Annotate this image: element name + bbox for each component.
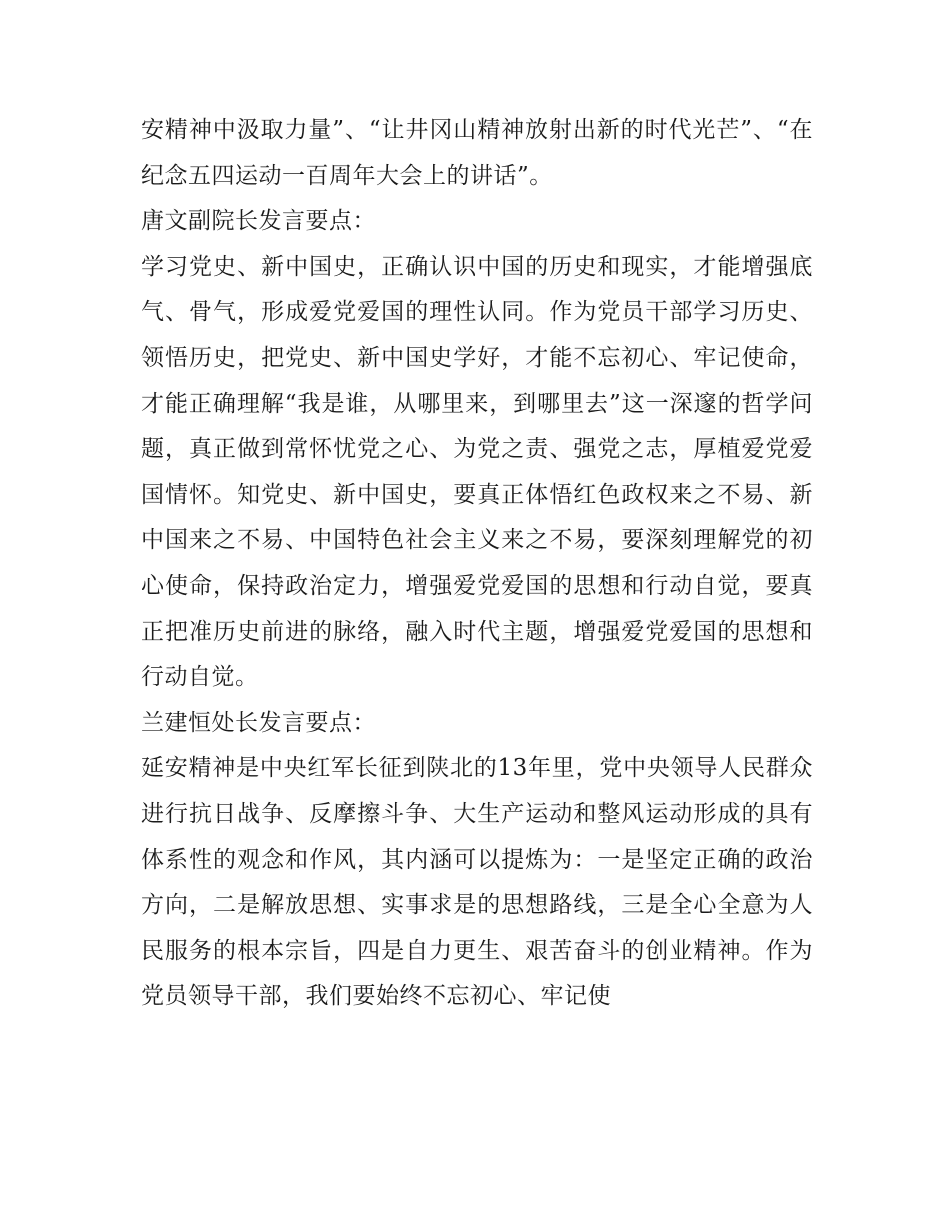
paragraph-lan-jianheng-remarks: 延安精神是中央红军长征到陕北的13年里，党中央领导人民群众进行抗日战争、反摩擦斗争、大生产运动和整风运动形成的具有体系性的观念和作风，其内涵可以提炼为：一是坚定正确的政治方向，二是解放思想、实事求是的思想路线，三是全心全意为人民服务的根本宗旨，四是自力更生、艰苦奋斗的创业精神。作为党员领导干部，我们要始终不忘初心、牢记使 xyxy=(141,755,813,1010)
heading-tang-wen-remarks: 唐文副院长发言要点： xyxy=(141,208,376,235)
document-body xyxy=(141,108,813,1020)
heading-lan-jianheng-remarks: 兰建恒处长发言要点： xyxy=(141,709,376,736)
paragraph-tang-wen-remarks: 学习党史、新中国史，正确认识中国的历史和现实，才能增强底气、骨气，形成爱党爱国的理性认同。作为党员干部学习历史、领悟历史，把党史、新中国史学好，才能不忘初心、牢记使命，才能正确理解“我是谁，从哪里来，到哪里去”这一深邃的哲学问题，真正做到常怀忧党之心、为党之责、强党之志，厚植爱党爱国情怀。知党史、新中国史，要真正体悟红色政权来之不易、新中国来之不易、中国特色社会主义来之不易，要深刻理解党的初心使命，保持政治定力，增强爱党爱国的思想和行动自觉，要真正把准历史前进的脉络，融入时代主题，增强爱党爱国的思想和行动自觉。 xyxy=(141,253,813,691)
paragraph-quote-continuation: 安精神中汲取力量”、“让井冈山精神放射出新的时代光芒”、“在纪念五四运动一百周年大会上的讲话”。 xyxy=(141,117,813,189)
